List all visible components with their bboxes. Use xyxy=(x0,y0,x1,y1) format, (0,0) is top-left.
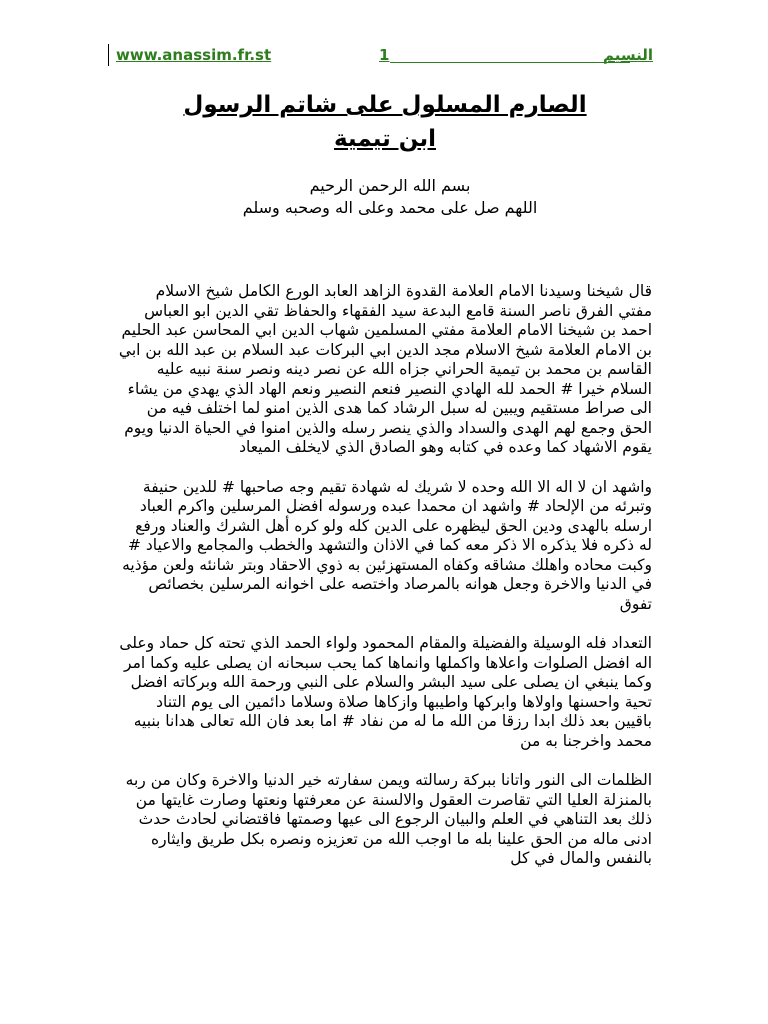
document-body xyxy=(118,282,652,889)
document-author: ابن تيمية xyxy=(333,126,436,152)
header-url-link[interactable]: www.anassim.fr.st xyxy=(116,46,272,64)
page-header xyxy=(108,44,653,70)
header-rule xyxy=(390,62,630,63)
header-left-bar xyxy=(108,44,109,66)
page-number: 1 xyxy=(379,46,390,64)
paragraph-1: قال شيخنا وسيدنا الامام العلامة القدوة الزاهد العابد الورع الكامل شيخ الاسلام مفتي الفرق ناصر السنة قامع البدعة سيد الفقهاء والحفاظ تقي الدين ابو العباس احمد بن شيخنا الامام العلامة مفتي المسلمين شهاب الدين ابي المحاسن عبد الحليم بن الامام العلامة شيخ الاسلام مجد الدين ابي البركات عبد السلام بن عبد الله بن ابي القاسم بن محمد بن تيمية الحراني جزاه الله عن نصر دينه ونصر سنة نبيه عليه السلام خيرا # الحمد لله الهادي النصير فنعم النصير ونعم الهاد الذي يهدي من يشاء الى صراط مستقيم ويبين له سبل الرشاد كما هدى الذين امنو لما اختلف فيه من الحق وجمع لهم الهدى والسداد والذي ينصر رسله والذين امنوا في الحياة الدنيا ويوم يقوم الاشهاد كما وعده في كتابه وهو الصادق الذي لايخلف الميعاد xyxy=(118,282,652,456)
salawat-line: اللهم صل على محمد وعلى اله وصحبه وسلم xyxy=(242,198,538,217)
paragraph-2: واشهد ان لا اله الا الله وحده لا شريك له شهادة تقيم وجه صاحبها # للدين حنيفة وتبرئه من الإلحاد # واشهد ان محمدا عبده ورسوله افضل المرسلين واكرم العباد ارسله بالهدى ودين الحق ليظهره على الدين كله ولو كره أهل الشرك والعناد ورفع له ذكره فلا يذكره الا ذكر معه كما في الاذان والتشهد والخطب والمجامع والاعياد # وكبت محاده واهلك مشاقه وكفاه المستهزئين به ذوي الاحقاد وبتر شانئه ولعن مؤذيه في الدنيا والاخرة وجعل هوانه بالمرصاد واختصه على اخوانه المرسلين بخصائص تفوق xyxy=(122,477,652,613)
paragraph-3: التعداد فله الوسيلة والفضيلة والمقام المحمود ولواء الحمد الذي تحته كل حماد وعلى اله افضل الصلوات واعلاها واكملها وانماها كما يحب سبحانه ان يصلى عليه وكما امر وكما ينبغي ان يصلى على سيد البشر والسلام على النبي ورحمة الله وبركاته افضل تحية واحسنها واولاها وابركها واطيبها وازكاها صلاة وسلاما دائمين الى يوم التناد باقيين بعد ذلك ابدا رزقا من الله ما له من نفاد # اما بعد فان الله تعالى هدانا بنبيه محمد واخرجنا به من xyxy=(119,634,652,750)
header-logo-text: النسيم xyxy=(602,46,653,64)
document-title: الصارم المسلول على شاتم الرسول xyxy=(183,92,587,118)
paragraph-4: الظلمات الى النور واتانا ببركة رسالته ويمن سفارته خير الدنيا والاخرة وكان من ربه بالمنزلة العليا التي تقاصرت العقول والالسنة عن معرفتها ونعتها وصارت غايتها من ذلك بعد التناهي في العلم والبيان الرجوع الى عيها وصمتها فاقتضاني لحادث حدث ادنى ماله من الحق علينا بله ما اوجب الله من تعزيزه ونصره بكل طريق وايثاره بالنفس والمال في كل xyxy=(125,771,652,867)
basmala-line: بسم الله الرحمن الرحيم xyxy=(309,176,471,195)
